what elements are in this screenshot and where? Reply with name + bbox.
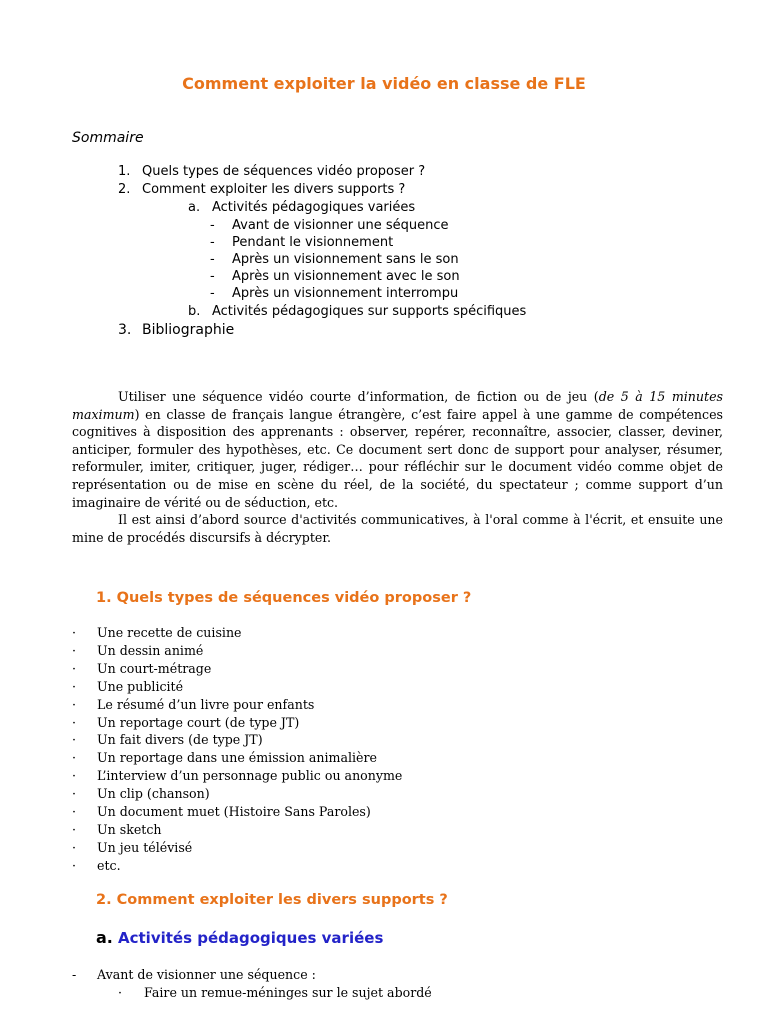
toc-item-1: 1. Quels types de séquences vidéo proposer ? <box>118 164 426 179</box>
toc-item-2a: a. Activités pédagogiques variées <box>188 200 416 215</box>
list-item: · Un sketch <box>72 821 162 837</box>
subsection-a-content <box>72 966 432 1002</box>
list-item: · Une publicité <box>72 678 184 694</box>
toc-item-2b: b. Activités pédagogiques sur supports spécifiques <box>188 304 527 319</box>
list-item: · Une recette de cuisine <box>72 625 242 640</box>
toc-subitem: - Avant de visionner une séquence <box>210 218 449 233</box>
document-title: Comment exploiter la vidéo en classe de FLE <box>182 74 586 93</box>
sommaire-label: Sommaire <box>72 130 144 146</box>
toc-subitem: - Après un visionnement sans le son <box>210 252 459 267</box>
list-item: · Un dessin animé <box>72 642 204 658</box>
list-item: · Un document muet (Histoire Sans Paroles) <box>72 804 371 820</box>
list-item: · Un jeu télévisé <box>72 839 193 855</box>
list-item: - Avant de visionner une séquence : <box>72 967 316 982</box>
list-item: · Un reportage court (de type JT) <box>72 714 300 730</box>
list-item: · Le résumé d’un livre pour enfants <box>72 696 315 712</box>
list-item: · etc. <box>72 857 121 873</box>
video-types-list <box>72 624 402 875</box>
toc-subitem: - Pendant le visionnement <box>210 235 394 250</box>
list-item: · Un clip (chanson) <box>72 786 210 802</box>
toc-subitem: - Après un visionnement avec le son <box>210 269 460 284</box>
section-2-heading: 2. Comment exploiter les divers supports ? <box>96 892 448 908</box>
subsection-a-heading: a. Activités pédagogiques variées <box>96 928 384 947</box>
intro-text <box>72 388 723 546</box>
list-item: · L’interview d’un personnage public ou anonyme <box>72 768 403 784</box>
list-item: · Un court-métrage <box>72 660 212 676</box>
list-item: · Un fait divers (de type JT) <box>72 732 263 748</box>
section-1-heading: 1. Quels types de séquences vidéo proposer ? <box>96 590 472 606</box>
toc-item-2: 2. Comment exploiter les divers supports ? <box>118 182 406 197</box>
list-item: · Faire un remue-méninges sur le sujet abordé <box>118 985 432 1000</box>
list-item: · Un reportage dans une émission animalière <box>72 750 377 766</box>
toc-item-3: 3. Bibliographie <box>118 322 235 338</box>
intro-paragraph-1: Utiliser une séquence vidéo courte d’information, de fiction ou de jeu (de 5 à 15 minutes maximum) en classe de français langue étrangère, c’est faire appel à une gamme de compétences cognitives à disposition des apprenants : observer, repérer, reconnaître, associer, classer, deviner, anticiper, formuler des hypothèses, etc. Ce document sert donc de support pour analyser, résumer, reformuler, imiter, critiquer, juger, rédiger… pour réfléchir sur le document vidéo comme objet de représentation ou de mise en scène du réel, de la société, du spectateur ; comme support d’un imaginaire de vérité ou de séduction, etc. <box>72 389 723 510</box>
intro-paragraph-2: Il est ainsi d’abord source d'activités communicatives, à l'oral comme à l'écrit, et ensuite une mine de procédés discursifs à décrypter. <box>72 512 723 545</box>
toc-subitem: - Après un visionnement interrompu <box>210 286 459 301</box>
